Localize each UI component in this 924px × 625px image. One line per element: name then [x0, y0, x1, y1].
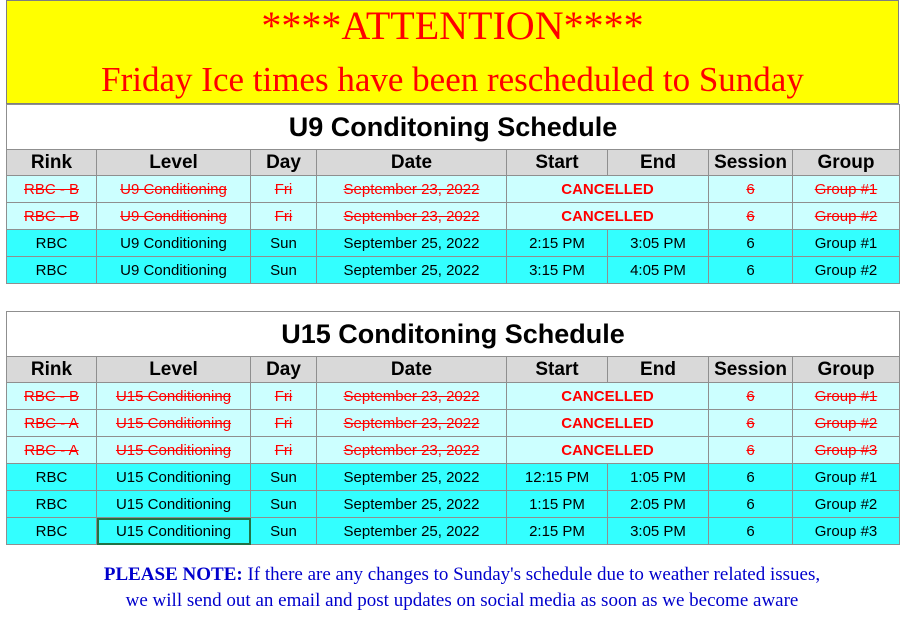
rink-cell[interactable]: RBC [7, 230, 97, 257]
end-cell[interactable]: 3:05 PM [608, 230, 709, 257]
day-cell[interactable]: Sun [251, 257, 317, 284]
cancelled-cell[interactable]: CANCELLED [507, 410, 709, 437]
day-cell[interactable]: Sun [251, 518, 317, 545]
cancelled-cell[interactable]: CANCELLED [507, 176, 709, 203]
column-header: Level [97, 150, 251, 176]
level-cell[interactable]: U15 Conditioning [97, 410, 251, 437]
session-cell[interactable]: 6 [709, 257, 793, 284]
column-header: Start [507, 357, 608, 383]
column-header: Session [709, 150, 793, 176]
date-cell[interactable]: September 23, 2022 [317, 176, 507, 203]
table-row [7, 203, 900, 230]
header-row [7, 357, 900, 383]
session-cell[interactable]: 6 [709, 383, 793, 410]
date-cell[interactable]: September 23, 2022 [317, 383, 507, 410]
end-cell[interactable]: 3:05 PM [608, 518, 709, 545]
group-cell[interactable]: Group #2 [793, 257, 900, 284]
column-header: Group [793, 357, 900, 383]
date-cell[interactable]: September 23, 2022 [317, 437, 507, 464]
date-cell[interactable]: September 23, 2022 [317, 203, 507, 230]
u15-schedule-table [6, 311, 900, 545]
group-cell[interactable]: Group #1 [793, 464, 900, 491]
date-cell[interactable]: September 25, 2022 [317, 230, 507, 257]
column-header: End [608, 357, 709, 383]
note-line-1: If there are any changes to Sunday's schedule due to weather related issues, [242, 564, 821, 585]
column-header: End [608, 150, 709, 176]
date-cell[interactable]: September 25, 2022 [317, 518, 507, 545]
note-label: PLEASE NOTE: [103, 564, 243, 585]
rink-cell[interactable]: RBC [7, 518, 97, 545]
day-cell[interactable]: Fri [251, 383, 317, 410]
rink-cell[interactable]: RBC - B [7, 176, 97, 203]
group-cell[interactable]: Group #1 [793, 230, 900, 257]
rink-cell[interactable]: RBC [7, 464, 97, 491]
start-cell[interactable]: 2:15 PM [507, 230, 608, 257]
reschedule-notice: Friday Ice times have been rescheduled to Sunday [101, 60, 804, 99]
column-header: Day [251, 357, 317, 383]
rink-cell[interactable]: RBC - A [7, 437, 97, 464]
session-cell[interactable]: 6 [709, 176, 793, 203]
cancelled-cell[interactable]: CANCELLED [507, 203, 709, 230]
date-cell[interactable]: September 23, 2022 [317, 410, 507, 437]
column-header: Date [317, 357, 507, 383]
group-cell[interactable]: Group #1 [793, 176, 900, 203]
session-cell[interactable]: 6 [709, 464, 793, 491]
date-cell[interactable]: September 25, 2022 [317, 257, 507, 284]
u9-schedule-table [6, 104, 900, 284]
table-row [7, 176, 900, 203]
cancelled-cell[interactable]: CANCELLED [507, 383, 709, 410]
rink-cell[interactable]: RBC - A [7, 410, 97, 437]
session-cell[interactable]: 6 [709, 437, 793, 464]
schedule-title: U9 Conditoning Schedule [7, 105, 900, 150]
group-cell[interactable]: Group #2 [793, 410, 900, 437]
day-cell[interactable]: Fri [251, 203, 317, 230]
level-cell[interactable]: U15 Conditioning [97, 464, 251, 491]
day-cell[interactable]: Fri [251, 410, 317, 437]
column-header: Rink [7, 150, 97, 176]
schedule-title: U15 Conditoning Schedule [7, 312, 900, 357]
end-cell[interactable]: 1:05 PM [608, 464, 709, 491]
level-cell[interactable]: U9 Conditioning [97, 257, 251, 284]
group-cell[interactable]: Group #3 [793, 437, 900, 464]
start-cell[interactable]: 1:15 PM [507, 491, 608, 518]
column-header: Group [793, 150, 900, 176]
header-row [7, 150, 900, 176]
table-row [7, 230, 900, 257]
date-cell[interactable]: September 25, 2022 [317, 491, 507, 518]
column-header: Session [709, 357, 793, 383]
day-cell[interactable]: Fri [251, 437, 317, 464]
table-row [7, 410, 900, 437]
level-cell[interactable]: U9 Conditioning [97, 176, 251, 203]
group-cell[interactable]: Group #3 [793, 518, 900, 545]
column-header: Day [251, 150, 317, 176]
column-header: Date [317, 150, 507, 176]
level-cell[interactable]: U15 Conditioning [97, 491, 251, 518]
start-cell[interactable]: 2:15 PM [507, 518, 608, 545]
note-line-2: we will send out an email and post updates on social media as soon as we become aware [125, 590, 799, 611]
group-cell[interactable]: Group #2 [793, 203, 900, 230]
level-cell[interactable]: U15 Conditioning [97, 518, 251, 545]
level-cell[interactable]: U15 Conditioning [97, 437, 251, 464]
table-row [7, 491, 900, 518]
column-header: Rink [7, 357, 97, 383]
group-cell[interactable]: Group #1 [793, 383, 900, 410]
session-cell[interactable]: 6 [709, 410, 793, 437]
table-row [7, 383, 900, 410]
attention-heading: ****ATTENTION**** [261, 3, 644, 48]
day-cell[interactable]: Sun [251, 464, 317, 491]
level-cell[interactable]: U15 Conditioning [97, 383, 251, 410]
day-cell[interactable]: Sun [251, 491, 317, 518]
start-cell[interactable]: 12:15 PM [507, 464, 608, 491]
day-cell[interactable]: Fri [251, 176, 317, 203]
level-cell[interactable]: U9 Conditioning [97, 230, 251, 257]
date-cell[interactable]: September 25, 2022 [317, 464, 507, 491]
table-row [7, 257, 900, 284]
end-cell[interactable]: 4:05 PM [608, 257, 709, 284]
session-cell[interactable]: 6 [709, 203, 793, 230]
cancelled-cell[interactable]: CANCELLED [507, 437, 709, 464]
table-row [7, 518, 900, 545]
rink-cell[interactable]: RBC - B [7, 383, 97, 410]
weather-note [0, 562, 924, 614]
day-cell[interactable]: Sun [251, 230, 317, 257]
level-cell[interactable]: U9 Conditioning [97, 203, 251, 230]
table-row [7, 464, 900, 491]
column-header: Level [97, 357, 251, 383]
start-cell[interactable]: 3:15 PM [507, 257, 608, 284]
attention-banner [6, 0, 899, 104]
rink-cell[interactable]: RBC [7, 257, 97, 284]
end-cell[interactable]: 2:05 PM [608, 491, 709, 518]
column-header: Start [507, 150, 608, 176]
group-cell[interactable]: Group #2 [793, 491, 900, 518]
session-cell[interactable]: 6 [709, 518, 793, 545]
session-cell[interactable]: 6 [709, 491, 793, 518]
rink-cell[interactable]: RBC [7, 491, 97, 518]
table-row [7, 437, 900, 464]
session-cell[interactable]: 6 [709, 230, 793, 257]
rink-cell[interactable]: RBC - B [7, 203, 97, 230]
